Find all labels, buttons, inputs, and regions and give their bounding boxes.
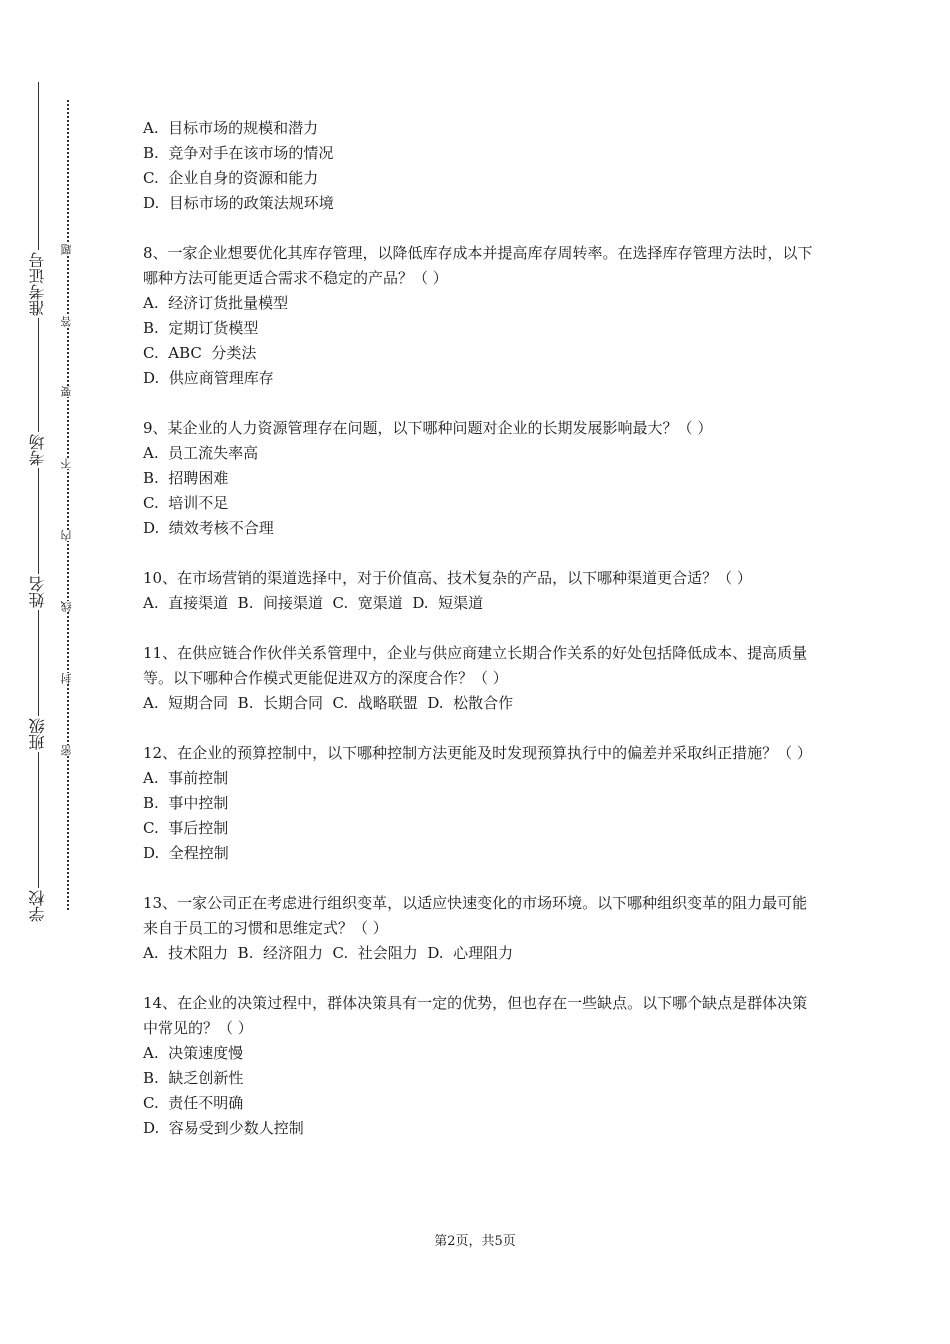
continued-question [143,116,813,216]
option-b: B. 招聘困难 [143,469,229,487]
option-d: D. 供应商管理库存 [143,369,274,387]
question-text: 10、在市场营销的渠道选择中，对于价值高、技术复杂的产品，以下哪种渠道更合适？（ ） [143,569,752,587]
option-c: C. ABC 分类法 [143,344,257,362]
question-14 [143,991,813,1141]
option-b: B. 竞争对手在该市场的情况 [143,144,334,162]
label-exam-room: 考场 [18,432,58,468]
question-10 [143,566,813,616]
option-b: B. 事中控制 [143,794,229,812]
option-d: D. 目标市场的政策法规环境 [143,194,334,212]
question-8 [143,241,813,391]
option-c: C. 事后控制 [143,819,229,837]
label-exam-number: 准考证号 [18,250,58,318]
option-a: A. 事前控制 [143,769,229,787]
options-inline: A. 短期合同 B. 长期合同 C. 战略联盟 D. 松散合作 [143,694,514,712]
option-d: D. 绩效考核不合理 [143,519,274,537]
page-footer: 第2页，共5页 [434,1234,516,1249]
notice-char: 要 [58,386,76,397]
binding-dotted-line [67,100,69,910]
options-inline: A. 技术阻力 B. 经济阻力 C. 社会阻力 D. 心理阻力 [143,944,514,962]
question-12 [143,741,813,866]
notice-char: 不 [58,458,76,469]
option-a: A. 决策速度慢 [143,1044,244,1062]
option-c: C. 责任不明确 [143,1094,244,1112]
notice-char: 内 [58,530,76,541]
option-d: D. 容易受到少数人控制 [143,1119,304,1137]
binding-solid-line [38,82,39,922]
label-school: 学校 [18,888,58,924]
option-a: A. 目标市场的规模和潜力 [143,119,319,137]
option-a: A. 经济订货批量模型 [143,294,289,312]
question-13 [143,891,813,966]
notice-char: 题 [58,244,76,255]
question-text: 8、一家企业想要优化其库存管理，以降低库存成本并提高库存周转率。在选择库存管理方法时，以下哪种方法可能更适合需求不稳定的产品？（ ） [143,244,813,287]
label-name: 姓名 [18,574,58,610]
notice-char: 封 [58,673,76,684]
question-text: 11、在供应链合作伙伴关系管理中，企业与供应商建立长期合作关系的好处包括降低成本、提高质量等。以下哪种合作模式更能促进双方的深度合作？（ ） [143,644,808,687]
option-a: A. 员工流失率高 [143,444,259,462]
question-text: 12、在企业的预算控制中，以下哪种控制方法更能及时发现预算执行中的偏差并采取纠正措施？（ ） [143,744,812,762]
option-c: C. 培训不足 [143,494,229,512]
notice-char: 线 [58,601,76,612]
notice-char: 密 [58,745,76,756]
notice-char: 答 [58,316,76,327]
question-text: 14、在企业的决策过程中，群体决策具有一定的优势，但也存在一些缺点。以下哪个缺点是群体决策中常见的？（ ） [143,994,808,1037]
binding-margin [0,0,120,1344]
question-content [143,116,813,1166]
option-b: B. 定期订货模型 [143,319,259,337]
question-text: 13、一家公司正在考虑进行组织变革，以适应快速变化的市场环境。以下哪种组织变革的阻力最可能来自于员工的习惯和思维定式？（ ） [143,894,808,937]
options-inline: A. 直接渠道 B. 间接渠道 C. 宽渠道 D. 短渠道 [143,594,484,612]
question-11 [143,641,813,716]
option-d: D. 全程控制 [143,844,229,862]
question-text: 9、某企业的人力资源管理存在问题，以下哪种问题对企业的长期发展影响最大？（ ） [143,419,713,437]
label-class: 班级 [18,716,58,752]
question-9 [143,416,813,541]
option-c: C. 企业自身的资源和能力 [143,169,319,187]
option-b: B. 缺乏创新性 [143,1069,244,1087]
